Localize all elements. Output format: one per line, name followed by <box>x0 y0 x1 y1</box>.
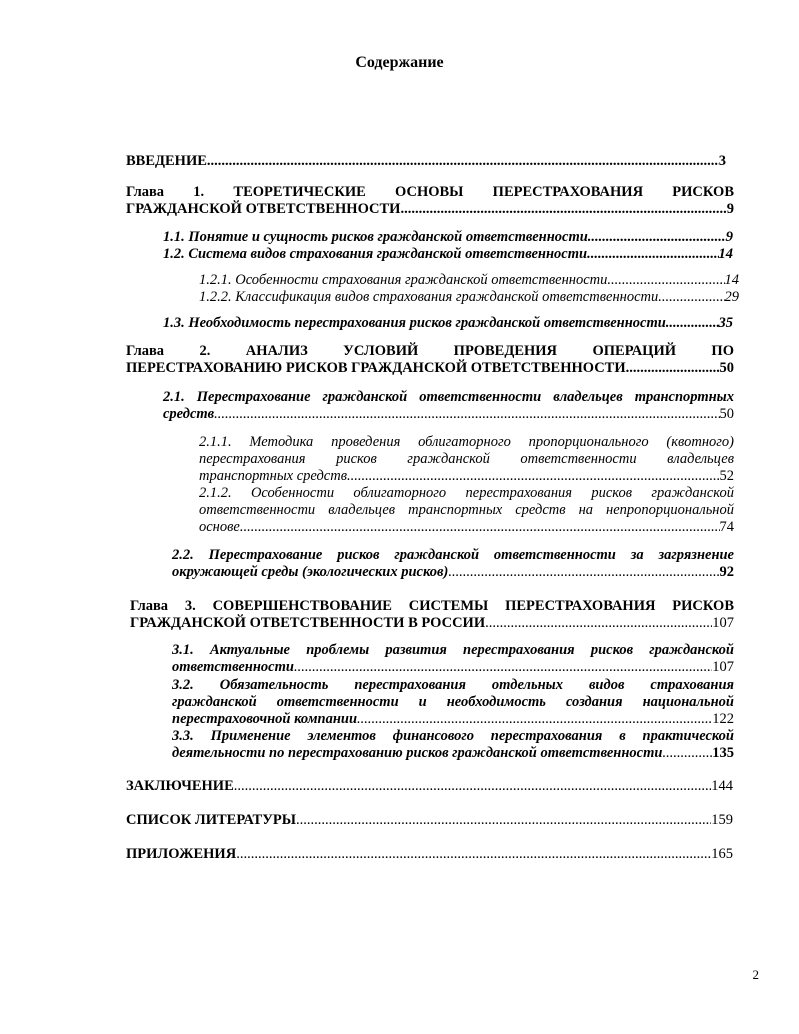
toc-intro-page: 3 <box>718 153 726 169</box>
toc-subsection-2-1-1[interactable] <box>199 434 734 485</box>
toc-appendices-label: ПРИЛОЖЕНИЯ <box>126 846 237 862</box>
toc-subsection-1-2-1-page: 14 <box>724 272 739 288</box>
toc-chapter-2-line1: Глава 2. АНАЛИЗ УСЛОВИЙ ПРОВЕДЕНИЯ ОПЕРАЦИЙ ПО <box>126 343 734 359</box>
toc-section-3-2-line3: перестраховочной компании <box>172 711 358 727</box>
toc-conclusion[interactable] <box>126 778 733 795</box>
page-title: Содержание <box>355 54 444 71</box>
toc-subsection-2-1-2-line3: основе <box>199 519 240 535</box>
toc-section-2-2-line2: окружающей среды (экологических рисков) <box>172 564 449 580</box>
toc-subsection-1-2-2-page: 29 <box>724 289 739 305</box>
toc-subsection-2-1-2-line1: 2.1.2. Особенности облигаторного перестрахования рисков гражданской <box>199 485 734 501</box>
toc-subsection-2-1-1-line2: перестрахования рисков гражданской ответственности владельцев <box>199 451 734 467</box>
toc-references[interactable] <box>126 812 733 829</box>
toc-section-1-3-page: 35 <box>718 315 733 331</box>
toc-chapter-2-page: 50 <box>719 360 734 376</box>
toc-chapter-1-line2: ГРАЖДАНСКОЙ ОТВЕТСТВЕННОСТИ <box>126 201 401 217</box>
toc-conclusion-label: ЗАКЛЮЧЕНИЕ <box>126 778 234 794</box>
toc-section-3-2-line1: 3.2. Обязательность перестрахования отдельных видов страхования <box>172 677 734 693</box>
toc-section-2-1[interactable] <box>163 389 734 423</box>
toc-section-2-2-line1: 2.2. Перестрахование рисков гражданской ответственности за загрязнение <box>172 547 734 563</box>
toc-section-3-2-line2: гражданской ответственности и необходимость создания национальной <box>172 694 734 710</box>
toc-chapter-1-page: 9 <box>726 201 734 217</box>
toc-subsection-1-2-2[interactable] <box>199 289 739 306</box>
toc-section-3-1-line2: ответственности <box>172 659 294 675</box>
toc-intro[interactable] <box>126 153 726 170</box>
toc-subsection-2-1-2[interactable] <box>199 485 734 536</box>
toc-subsection-2-1-2-line2: ответственности владельцев транспортных средств на непропорциональной <box>199 502 734 518</box>
toc-appendices[interactable] <box>126 846 733 863</box>
toc-chapter-1[interactable] <box>126 184 734 218</box>
toc-references-page: 159 <box>711 812 733 828</box>
toc-subsection-1-2-1-label: 1.2.1. Особенности страхования гражданской ответственности <box>199 272 608 288</box>
toc-conclusion-page: 144 <box>711 778 733 794</box>
toc-section-1-1-page: 9 <box>725 229 733 245</box>
toc-section-3-3[interactable] <box>172 728 734 762</box>
toc-section-3-3-line1: 3.3. Применение элементов финансового перестрахования в практической <box>172 728 734 744</box>
toc-section-3-3-page: 135 <box>712 745 734 761</box>
toc-section-3-3-line2: деятельности по перестрахованию рисков гражданской ответственности <box>172 745 663 761</box>
toc-section-1-2-page: 14 <box>718 246 733 262</box>
toc-subsection-2-1-1-page: 52 <box>719 468 734 484</box>
toc-subsection-2-1-1-line1: 2.1.1. Методика проведения облигаторного пропорционального (квотного) <box>199 434 734 450</box>
toc-section-1-3-label: 1.3. Необходимость перестрахования рисков гражданской ответственности <box>163 315 666 331</box>
toc-chapter-1-line1: Глава 1. ТЕОРЕТИЧЕСКИЕ ОСНОВЫ ПЕРЕСТРАХОВАНИЯ РИСКОВ <box>126 184 734 200</box>
toc-intro-label: ВВЕДЕНИЕ <box>126 153 207 169</box>
toc-subsection-2-1-1-line3: транспортных средств <box>199 468 348 484</box>
toc-references-label: СПИСОК ЛИТЕРАТУРЫ <box>126 812 296 828</box>
toc-section-1-3[interactable] <box>163 315 733 332</box>
toc-subsection-1-2-1[interactable] <box>199 272 739 289</box>
page-number: 2 <box>752 967 759 982</box>
toc-section-2-2-page: 92 <box>719 564 734 580</box>
toc-section-1-1[interactable] <box>163 229 733 246</box>
toc-subsection-1-2-2-label: 1.2.2. Классификация видов страхования гражданской ответственности <box>199 289 659 305</box>
toc-section-2-1-line1: 2.1. Перестрахование гражданской ответственности владельцев транспортных <box>163 389 734 405</box>
toc-chapter-3-line2: ГРАЖДАНСКОЙ ОТВЕТСТВЕННОСТИ В РОССИИ <box>130 615 486 631</box>
toc-chapter-3-page: 107 <box>712 615 734 631</box>
toc-section-2-1-line2: средств <box>163 406 215 422</box>
toc-section-1-2[interactable] <box>163 246 733 263</box>
toc-section-3-2[interactable] <box>172 677 734 728</box>
toc-section-1-2-label: 1.2. Система видов страхования гражданской ответственности <box>163 246 588 262</box>
toc-section-2-2[interactable] <box>172 547 734 581</box>
toc-section-3-1[interactable] <box>172 642 734 676</box>
toc-chapter-3[interactable] <box>130 598 734 632</box>
toc-chapter-3-line1: Глава 3. СОВЕРШЕНСТВОВАНИЕ СИСТЕМЫ ПЕРЕСТРАХОВАНИЯ РИСКОВ <box>130 598 734 614</box>
toc-section-3-1-line1: 3.1. Актуальные проблемы развития перестрахования рисков гражданской <box>172 642 734 658</box>
toc-chapter-2-line2: ПЕРЕСТРАХОВАНИЮ РИСКОВ ГРАЖДАНСКОЙ ОТВЕТСТВЕННОСТИ <box>126 360 626 376</box>
toc-section-3-1-page: 107 <box>712 659 734 675</box>
toc-section-3-2-page: 122 <box>712 711 734 727</box>
toc-section-2-1-page: 50 <box>719 406 734 422</box>
toc-section-1-1-label: 1.1. Понятие и сущность рисков гражданской ответственности <box>163 229 588 245</box>
toc-appendices-page: 165 <box>711 846 733 862</box>
toc-chapter-2[interactable] <box>126 343 734 377</box>
toc-subsection-2-1-2-page: 74 <box>719 519 734 535</box>
